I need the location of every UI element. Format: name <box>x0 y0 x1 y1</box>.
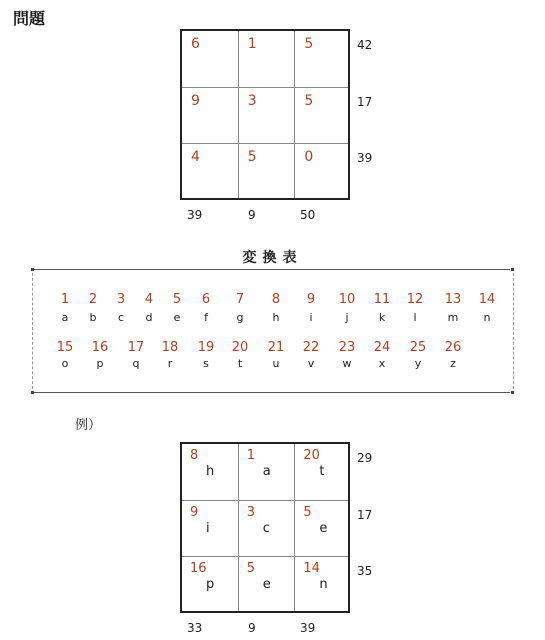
conversion-number: 14 <box>478 292 496 307</box>
example-cell-letter: h <box>206 464 215 479</box>
conversion-number: 1 <box>60 292 70 307</box>
conversion-letter: b <box>89 311 97 324</box>
problem-cell-number: 3 <box>247 92 257 109</box>
conversion-letter: w <box>342 357 352 370</box>
conversion-number: 22 <box>302 340 320 355</box>
conversion-letter: c <box>117 311 125 324</box>
example-row-sum: 29 <box>357 451 373 465</box>
conversion-letter: r <box>167 357 173 370</box>
example-col-sum: 9 <box>248 621 256 635</box>
example-row-sum: 17 <box>357 507 373 522</box>
problem-col-sum: 39 <box>187 208 203 222</box>
conversion-number: 3 <box>116 292 126 307</box>
conversion-number: 9 <box>306 292 316 307</box>
conversion-number: 21 <box>267 340 285 355</box>
problem-cell-number: 5 <box>247 149 257 166</box>
conversion-number: 13 <box>444 292 462 307</box>
conversion-letter: n <box>483 311 491 324</box>
conversion-number: 12 <box>406 292 424 307</box>
conversion-letter: o <box>61 357 69 370</box>
problem-col-sum: 50 <box>300 208 316 222</box>
conversion-number: 19 <box>197 340 215 355</box>
conversion-letter: l <box>413 311 417 324</box>
conversion-letter: a <box>61 311 69 324</box>
problem-cell-number: 9 <box>191 92 200 109</box>
conversion-letter: i <box>309 311 313 324</box>
example-cell-letter: a <box>262 464 271 479</box>
example-cell-letter: e <box>262 577 271 593</box>
conversion-number: 4 <box>144 292 154 307</box>
conversion-letter: p <box>96 357 104 370</box>
conversion-number: 17 <box>127 340 145 355</box>
conversion-number: 7 <box>235 292 245 307</box>
conversion-letter: f <box>204 311 208 324</box>
problem-cell-number: 0 <box>304 149 314 166</box>
conversion-letter: e <box>173 311 181 324</box>
example-cell-letter: p <box>206 577 215 593</box>
conversion-letter: z <box>450 357 456 370</box>
conversion-number: 10 <box>338 292 356 307</box>
conversion-letter: y <box>414 357 422 370</box>
example-label: 例） <box>75 418 102 433</box>
problem-grid <box>180 29 350 200</box>
conversion-letter: x <box>378 357 386 370</box>
example-cell-number: 9 <box>190 504 199 520</box>
example-row-sum: 35 <box>357 564 373 579</box>
conversion-number: 20 <box>231 340 249 355</box>
example-cell-number: 14 <box>303 561 320 577</box>
conversion-letter: j <box>345 311 349 324</box>
problem-row-sum: 17 <box>357 94 373 109</box>
example-cell-number: 5 <box>246 561 255 577</box>
example-col-sum: 33 <box>187 621 203 635</box>
problem-cell-number: 6 <box>191 36 200 52</box>
conversion-number: 25 <box>409 340 427 355</box>
example-cell-letter: n <box>319 577 328 593</box>
problem-cell-number: 5 <box>304 36 314 52</box>
example-cell-number: 5 <box>303 504 312 520</box>
conversion-number: 18 <box>161 340 179 355</box>
conversion-number: 8 <box>271 292 281 307</box>
example-cell-number: 20 <box>303 448 320 463</box>
example-cell-number: 16 <box>190 561 207 577</box>
problem-cell-number: 1 <box>247 36 257 52</box>
conversion-number: 16 <box>91 340 109 355</box>
example-cell-letter: c <box>262 520 270 536</box>
example-cell-number: 1 <box>246 448 255 463</box>
example-cell-letter: e <box>319 520 328 536</box>
conversion-number: 2 <box>88 292 98 307</box>
conversion-number: 11 <box>373 292 391 307</box>
conversion-number: 5 <box>172 292 182 307</box>
conversion-letter: k <box>378 311 386 324</box>
conversion-number: 23 <box>338 340 356 355</box>
conversion-letter: d <box>145 311 153 324</box>
example-cell-number: 3 <box>246 504 255 520</box>
conversion-letter: v <box>307 357 315 370</box>
conversion-letter: h <box>272 311 280 324</box>
example-col-sum: 39 <box>300 621 316 635</box>
conversion-number: 24 <box>373 340 391 355</box>
conversion-letter: g <box>236 311 244 324</box>
page-title: 問題 <box>13 9 46 28</box>
conversion-number: 6 <box>201 292 211 307</box>
example-cell-letter: i <box>206 520 210 536</box>
example-cell-letter: t <box>319 464 325 479</box>
conversion-letter: s <box>203 357 209 370</box>
problem-row-sum: 42 <box>357 38 373 52</box>
conversion-letter: u <box>272 357 280 370</box>
conversion-letter: m <box>447 311 459 324</box>
conversion-number: 15 <box>56 340 74 355</box>
problem-cell-number: 5 <box>304 92 314 109</box>
conversion-letter: t <box>237 357 243 370</box>
example-cell-number: 8 <box>190 448 199 463</box>
problem-col-sum: 9 <box>248 208 256 222</box>
conversion-number: 26 <box>444 340 462 355</box>
conversion-table-title: 変換表 <box>242 250 303 266</box>
problem-cell-number: 4 <box>191 149 200 166</box>
conversion-letter: q <box>132 357 140 370</box>
problem-row-sum: 39 <box>357 151 373 166</box>
